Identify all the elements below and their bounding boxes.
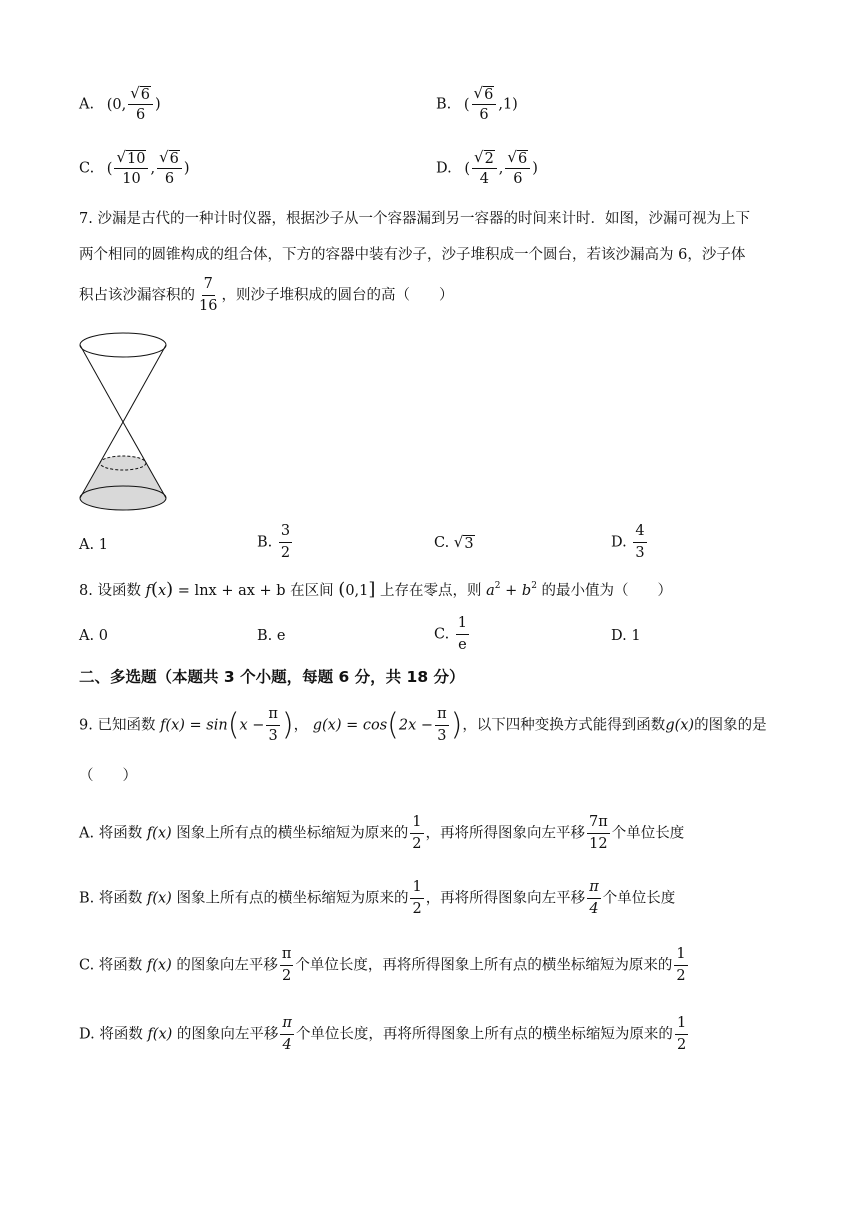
option-label: C. <box>79 160 95 177</box>
stem-text: 在区间 <box>290 583 334 599</box>
q7-option-d[interactable] <box>611 522 649 563</box>
q6-option-b[interactable] <box>436 84 518 125</box>
paren: ) <box>183 160 190 177</box>
option-text: 个单位长度 <box>611 825 685 842</box>
stem-text: 的最小值为（ ） <box>541 583 673 599</box>
exponent: 2 <box>494 581 501 591</box>
paren: ( <box>464 160 470 177</box>
math-fx: f(x) <box>146 957 172 974</box>
fraction: √ 6 6 <box>472 84 497 125</box>
option-text: 个单位长度，再将所得图象上所有点的横坐标缩短为原来的 <box>295 1026 673 1043</box>
q6-option-d[interactable] <box>436 148 538 189</box>
q9-answer-blank: （ ） <box>79 768 137 784</box>
fraction-half: $\frac{1}{2}$ <box>412 814 422 852</box>
math-g: g(x) <box>665 717 695 734</box>
paren: ,1) <box>498 96 518 113</box>
fraction-shift: $\frac{\pi}{4}$ <box>282 1015 292 1053</box>
paren: ( <box>387 707 399 743</box>
hourglass-figure <box>76 326 172 516</box>
q9-stem <box>79 705 767 746</box>
option-text: 个单位长度，再将所得图象上所有点的横坐标缩短为原来的 <box>295 957 673 974</box>
option-label: B. <box>436 96 452 113</box>
stem-text: 9. 已知函数 <box>79 717 156 734</box>
fraction-shift: $\frac{\pi}{4}$ <box>589 879 599 917</box>
option-label: D. <box>436 160 452 177</box>
math-g-def: g(x) = cos <box>312 717 388 734</box>
stem-text: 积占该沙漏容积的 <box>79 287 195 304</box>
stem-text: 上存在零点，则 <box>380 583 482 599</box>
option-label: C. <box>434 535 450 551</box>
fraction: √ 6 6 <box>128 84 153 125</box>
option-text: 图象上所有点的横坐标缩短为原来的 <box>176 825 409 842</box>
option-text: 的图象向左平移 <box>176 1026 279 1043</box>
bottom-base-ellipse <box>80 486 166 510</box>
option-label: C. <box>434 626 450 643</box>
option-label: A. <box>79 96 95 113</box>
plus: + <box>500 583 522 599</box>
fraction-half: $\frac{1}{2}$ <box>676 946 686 984</box>
math-fx: f(x) <box>146 825 172 842</box>
q9-option-d[interactable] <box>79 1014 690 1055</box>
fraction: √ 2 4 <box>472 148 497 189</box>
option-text: D. 将函数 <box>79 1026 143 1043</box>
fraction-half: $\frac{1}{2}$ <box>412 879 422 917</box>
fraction: √ 6 6 <box>505 148 530 189</box>
math-a: a <box>486 583 495 599</box>
math-inner: x − <box>239 717 265 734</box>
q7-option-c[interactable] <box>434 533 475 553</box>
paren: ( <box>227 707 240 743</box>
paren: ) <box>166 579 174 600</box>
q8-stem <box>79 580 672 601</box>
math-fx: f(x) <box>147 1026 173 1043</box>
q9-option-b[interactable] <box>79 878 675 919</box>
q8-option-d[interactable]: D. 1 <box>611 628 641 644</box>
fraction-shift: $\frac{7\pi}{12}$ <box>589 814 608 852</box>
option-text: 个单位长度 <box>602 890 676 907</box>
fraction: √ 10 10 <box>114 148 148 189</box>
q6-option-c[interactable] <box>79 148 190 189</box>
math-inner: 2x − <box>398 717 434 734</box>
sqrt: √ 3 <box>453 533 474 552</box>
q7-stem-line2: 两个相同的圆锥构成的组合体，下方的容器中装有沙子，沙子堆积成一个圆台，若该沙漏高为 6，沙子体 <box>79 247 746 263</box>
paren: ) <box>155 96 161 113</box>
option-label: D. <box>611 534 627 551</box>
option-text: C. 将函数 <box>79 957 143 974</box>
q6-option-a[interactable] <box>79 84 161 125</box>
sand-top-ellipse <box>100 456 146 470</box>
math-b: b <box>521 583 532 599</box>
q8-option-c[interactable] <box>434 614 471 655</box>
math-f: f <box>145 583 151 599</box>
fraction-half: $\frac{1}{2}$ <box>676 1015 687 1053</box>
paren: ) <box>281 707 294 743</box>
q7-option-a[interactable]: A. 1 <box>79 537 108 553</box>
paren: ( <box>463 96 470 113</box>
comma: , <box>150 160 156 177</box>
fraction-pi-3: $\frac{\pi}{3}$ <box>268 706 278 744</box>
option-text: 图象上所有点的横坐标缩短为原来的 <box>176 890 409 907</box>
option-text: 的图象向左平移 <box>176 957 278 974</box>
fraction: $\frac{1}{e}$ <box>457 615 468 653</box>
fraction: $\frac{3}{2}$ <box>280 523 291 561</box>
exponent: 2 <box>531 581 537 591</box>
stem-text: ，以下四种变换方式能得到函数 <box>462 717 666 734</box>
q8-option-b[interactable]: B. e <box>257 628 286 644</box>
q9-option-c[interactable] <box>79 945 690 986</box>
math-x: x <box>157 583 167 599</box>
q7-stem-line1: 7. 沙漏是古代的一种计时仪器，根据沙子从一个容器漏到另一容器的时间来计时．如图，沙漏可视为上下 <box>79 211 750 227</box>
comma: , <box>498 160 504 177</box>
math-f-def: f(x) = sin <box>160 717 228 734</box>
paren: ( <box>150 579 158 600</box>
q7-option-b[interactable] <box>257 522 294 563</box>
option-text: A. 将函数 <box>79 825 143 842</box>
top-base-ellipse <box>80 333 166 357</box>
option-label: B. <box>257 534 273 551</box>
q7-stem-line3 <box>79 275 453 316</box>
paren: ( <box>338 579 346 600</box>
math-expr: = lnx + ax + b <box>177 583 286 599</box>
stem-text: 的图象的是 <box>694 717 767 734</box>
section-heading: 二、多选题（本题共 3 个小题，每题 6 分，共 18 分） <box>79 668 465 686</box>
fraction-pi-3: $\frac{\pi}{3}$ <box>437 706 447 744</box>
paren: ( <box>106 160 113 177</box>
fraction: $\frac{4}{3}$ <box>635 523 645 561</box>
interval: 0,1 <box>345 583 369 599</box>
paren: ) <box>450 707 463 743</box>
fraction-7-16: $\frac{7}{16}$ <box>199 276 218 314</box>
stem-text: 8. 设函数 <box>79 583 141 599</box>
fraction-shift: $\frac{\pi}{2}$ <box>281 946 292 984</box>
bracket: ] <box>368 579 376 600</box>
option-text: ，再将所得图象向左平移 <box>425 890 586 907</box>
option-text: ，再将所得图象向左平移 <box>425 825 586 842</box>
q9-option-a[interactable] <box>79 813 684 854</box>
paren: (0, <box>106 96 127 113</box>
option-text: B. 将函数 <box>79 890 143 907</box>
q8-option-a[interactable]: A. 0 <box>79 628 108 644</box>
fraction: √ 6 6 <box>157 148 182 189</box>
separator: ， <box>293 717 309 734</box>
stem-text: ，则沙子堆积成的圆台的高（ ） <box>221 287 454 304</box>
paren: ) <box>532 160 538 177</box>
math-fx: f(x) <box>146 890 172 907</box>
